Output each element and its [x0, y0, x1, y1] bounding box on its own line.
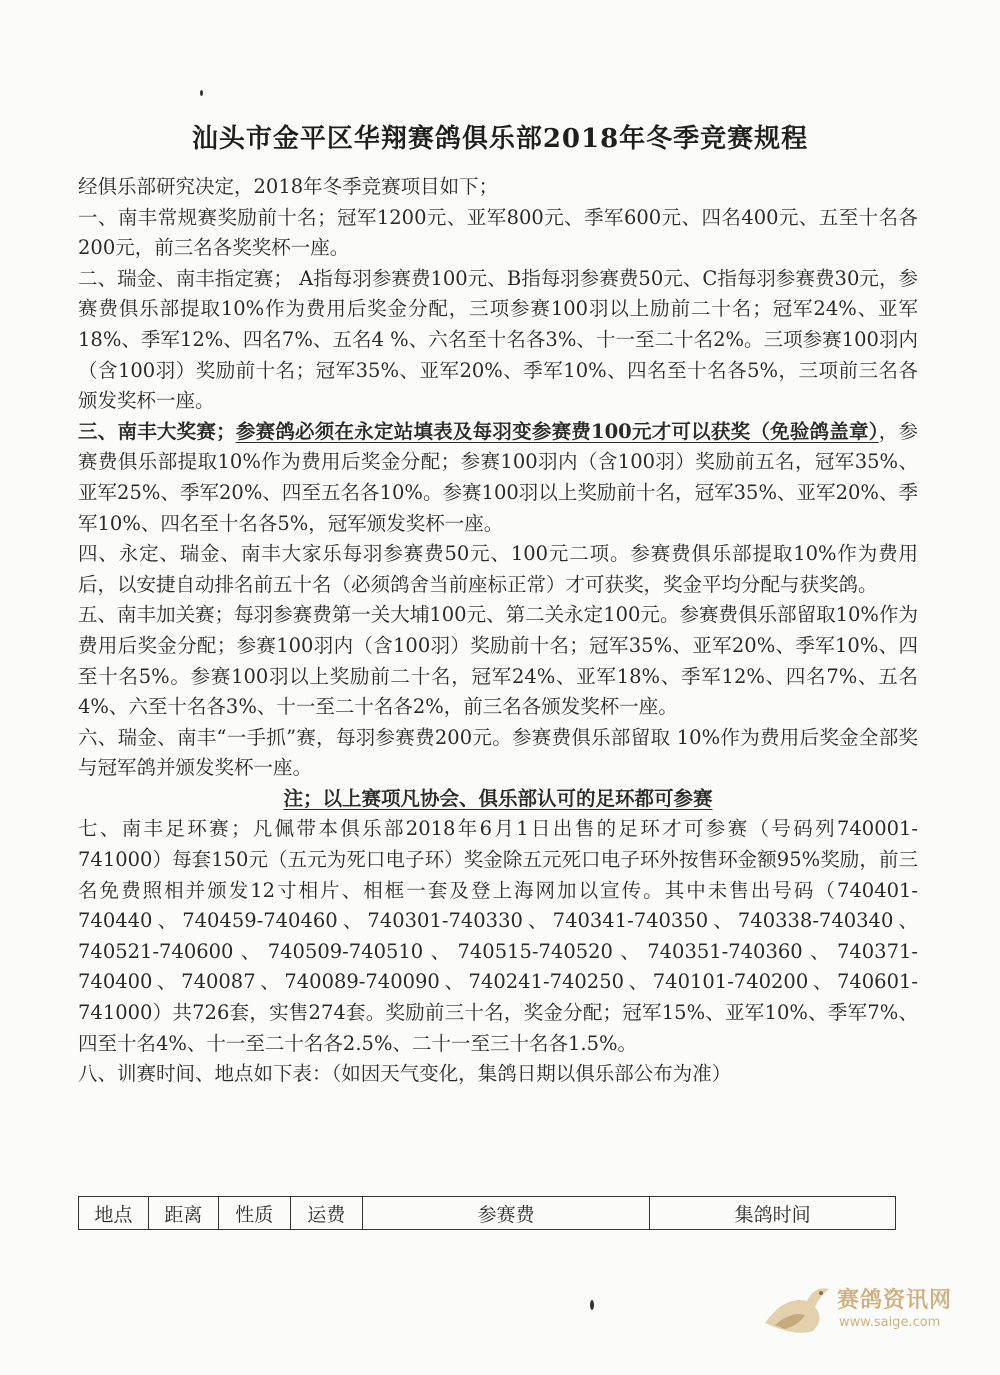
header-collection-time: 集鸽时间	[650, 1197, 896, 1230]
section-5: 五、南丰加关赛；每羽参赛费第一关大埔100元、第二关永定100元。参赛费俱乐部留取10%作为费用后奖金分配；参赛100羽内（含100羽）奖励前十名；冠军35%、亚军20%、季军10%、四至十名5%。参赛100羽以上奖励前二十名，冠军24%、亚军18%、季军12%、四名7%、五名4%、六至十名各3%、十一至二十名各2%，前三名各颁发奖杯一座。	[78, 603, 919, 719]
section-6: 六、瑞金、南丰“一手抓”赛，每羽参赛费200元。参赛费俱乐部留取 10%作为费用后奖金全部奖与冠军鸽并颁发奖杯一座。	[78, 725, 918, 780]
header-distance: 距离	[148, 1197, 218, 1230]
section-7: 七、南丰足环赛；凡佩带本俱乐部2018年6月1日出售的足环才可参赛（号码列740001-741000）每套150元（五元为死口电子环）奖金除五元死口电子环外按售环金额95%奖励，前三名免费照相并颁发12寸相片、相框一套及登上海网加以宣传。其中未售出号码（740401-740440、740459-740460、740301-740330、740341-740350、740338-740340、740521-740600、740509-740510、740515-740520、740351-740360、740371-740400、740087、740089-740090、740241-740250、740101-740200、740601-741000）共726套，实售274套。奖励前三十名，奖金分配；冠军15%、亚军10%、季军7%、四至十名4%、十一至二十名各2.5%、二十一至三十名各1.5%。	[78, 817, 918, 1055]
section-8: 八、训赛时间、地点如下表：（如因天气变化，集鸽日期以俱乐部公布为准）	[78, 1062, 732, 1086]
document-body	[78, 172, 918, 1090]
scan-speck	[200, 90, 203, 96]
header-shipping: 运费	[290, 1197, 362, 1230]
section-3	[78, 417, 918, 539]
section-3-body: ，参赛费俱乐部提取10%作为费用后奖金分配；参赛100羽内（含100羽）奖励前五名，冠军35%、亚军25%、季军20%、四至五名各10%。参赛100羽以上奖励前十名，冠军35%、亚军20%、季军10%、四名至十名各5%，冠军颁发奖杯一座。	[78, 419, 918, 535]
note-line	[78, 784, 918, 815]
section-3-head: 三、南丰大奖赛；	[78, 419, 236, 443]
note-text: 注；以上赛项凡协会、俱乐部认可的足环都可参赛	[283, 786, 713, 810]
header-entry-fee: 参赛费	[362, 1197, 650, 1230]
document-title: 汕头市金平区华翔赛鸽俱乐部2018年冬季竞赛规程	[191, 124, 809, 154]
schedule-header-row	[79, 1197, 896, 1230]
section-2: 二、瑞金、南丰指定赛； A指每羽参赛费100元、B指每羽参赛费50元、C指每羽参赛费30元，参赛费俱乐部提取10%作为费用后奖金分配，三项参赛100羽以上励前二十名；冠军24%、亚军18%、季军12%、四名7%、五名4 %、六名至十名各3%、十一至二十名2%。三项参赛100羽内（含100羽）奖励前十名；冠军35%、亚军20%、季军10%、四名至十名各5%，三项前三名各颁发奖杯一座。	[78, 266, 918, 413]
section-4: 四、永定、瑞金、南丰大家乐每羽参赛费50元、100元二项。参赛费俱乐部提取10%作为费用后，以安捷自动排名前五十名（必须鸽舍当前座标正常）才可获奖，奖金平均分配与获奖鸽。	[78, 542, 918, 596]
header-location: 地点	[79, 1197, 149, 1230]
section-3-requirement: 参赛鸽必须在永定站填表及每羽变参赛费100元才可以获奖（免验鸽盖章）	[235, 419, 879, 443]
pigeon-logo-icon	[755, 1275, 835, 1345]
watermark	[755, 1275, 965, 1355]
section-1: 一、南丰常规赛奖励前十名；冠军1200元、亚军800元、季军600元、四名400元、五至十名各200元，前三名各奖奖杯一座。	[78, 205, 918, 260]
header-type: 性质	[218, 1197, 290, 1230]
watermark-url: www.saige.com	[839, 1315, 941, 1330]
intro-paragraph: 经俱乐部研究决定，2018年冬季竞赛项目如下；	[78, 175, 499, 198]
scan-speck	[590, 1300, 594, 1310]
watermark-title: 赛鸽资讯网	[837, 1288, 953, 1313]
schedule-table	[78, 1196, 896, 1230]
